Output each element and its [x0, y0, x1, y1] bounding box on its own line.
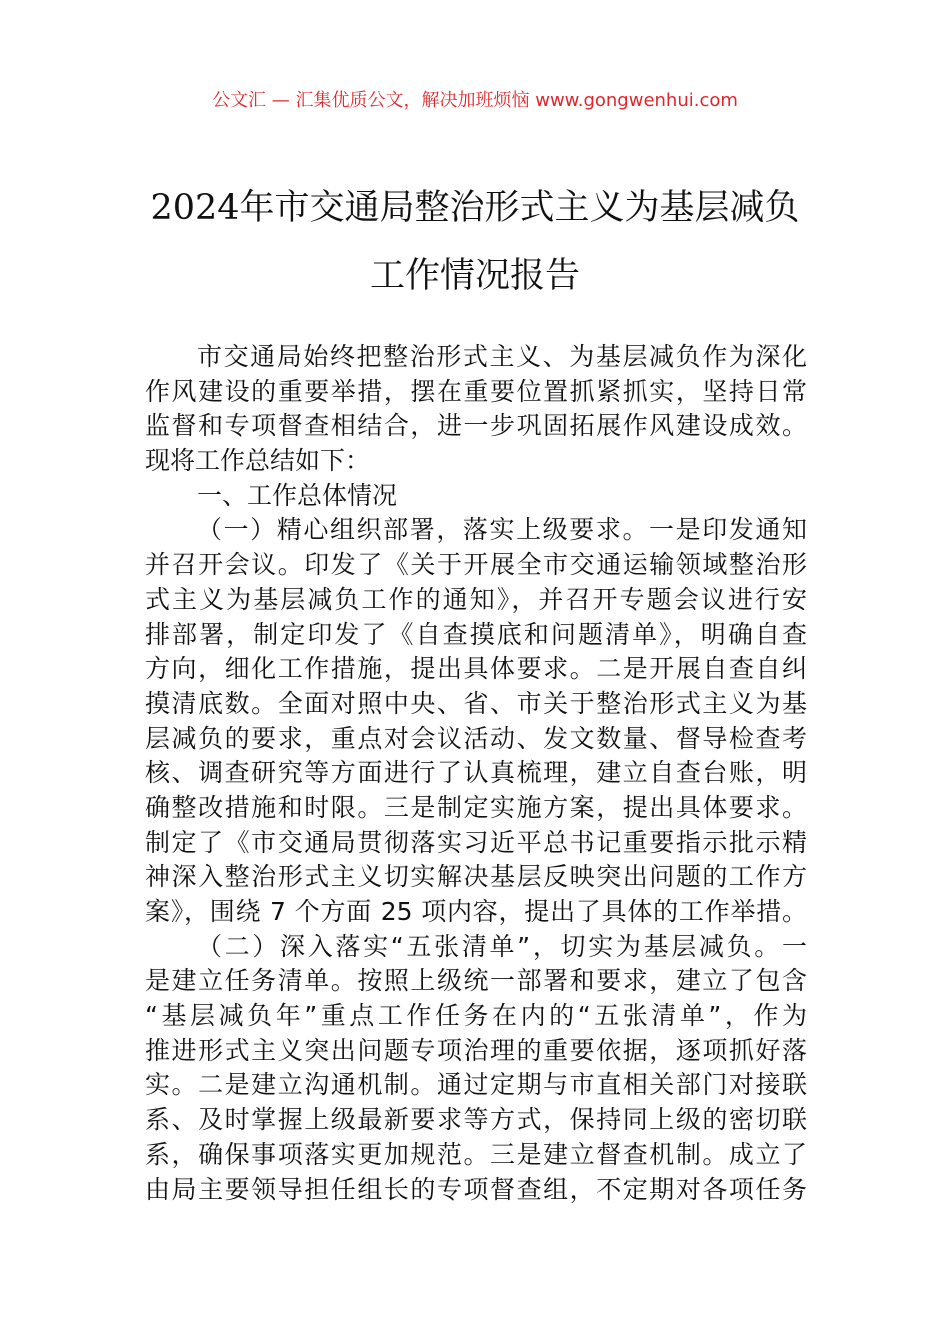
body-text-line: 系、及时掌握上级最新要求等方式，保持同上级的密切联 [145, 1105, 807, 1135]
document-title-line-2: 工作情况报告 [369, 256, 580, 296]
body-text-line: 市交通局始终把整治形式主义、为基层减负作为深化 [197, 342, 807, 371]
body-text-line: 是建立任务清单。按照上级统一部署和要求，建立了包含 [145, 966, 807, 996]
body-text-line: 层减负的要求，重点对会议活动、发文数量、督导检查考 [145, 723, 807, 753]
body-text-line: 系，确保事项落实更加规范。三是建立督查机制。成立了 [145, 1139, 807, 1169]
document-body [145, 340, 807, 1207]
body-text-line: “基层减负年”重点工作任务在内的“五张清单”，作为 [145, 1001, 807, 1031]
body-text-line: 作风建设的重要举措，摆在重要位置抓紧抓实，坚持日常 [145, 376, 807, 406]
body-text-line: 式主义为基层减负工作的通知》，并召开专题会议进行安 [145, 584, 807, 614]
body-text-line: 制定了《市交通局贯彻落实习近平总书记重要指示批示精 [145, 827, 807, 857]
body-text-line: 监督和专项督查相结合，进一步巩固拓展作风建设成效。 [145, 411, 807, 441]
body-text-line: 方向，细化工作措施，提出具体要求。二是开展自查自纠 [145, 654, 807, 684]
body-text-line: 推进形式主义突出问题专项治理的重要依据，逐项抓好落 [145, 1035, 807, 1065]
body-text-line: 摸清底数。全面对照中央、省、市关于整治形式主义为基 [145, 688, 807, 718]
body-text-line: （一）精心组织部署，落实上级要求。一是印发通知 [197, 515, 807, 545]
watermark-banner: 公文汇 — 汇集优质公文，解决加班烦恼 www.gongwenhui.com [212, 90, 738, 111]
body-text-line: 排部署，制定印发了《自查摸底和问题清单》，明确自查 [145, 619, 807, 649]
body-text-line: 神深入整治形式主义切实解决基层反映突出问题的工作方 [145, 862, 807, 892]
body-text-line: 一、工作总体情况 [197, 480, 398, 510]
body-text-line: 现将工作总结如下： [145, 446, 371, 476]
body-text-line: 确整改措施和时限。三是制定实施方案，提出具体要求。 [145, 792, 807, 822]
body-text-line: 核、调查研究等方面进行了认真梳理，建立自查台账，明 [145, 758, 807, 788]
body-text-line: 由局主要领导担任组长的专项督查组，不定期对各项任务 [145, 1174, 807, 1204]
body-text-line: 实。二是建立沟通机制。通过定期与市直相关部门对接联 [145, 1070, 807, 1100]
body-text-line: （二）深入落实“五张清单”，切实为基层减负。一 [197, 931, 807, 961]
document-title-line-1: 2024年市交通局整治形式主义为基层减负 [150, 188, 800, 228]
body-text-line: 案》，围绕 7 个方面 25 项内容，提出了具体的工作举措。 [145, 897, 807, 926]
body-text-line: 并召开会议。印发了《关于开展全市交通运输领域整治形 [145, 550, 807, 580]
